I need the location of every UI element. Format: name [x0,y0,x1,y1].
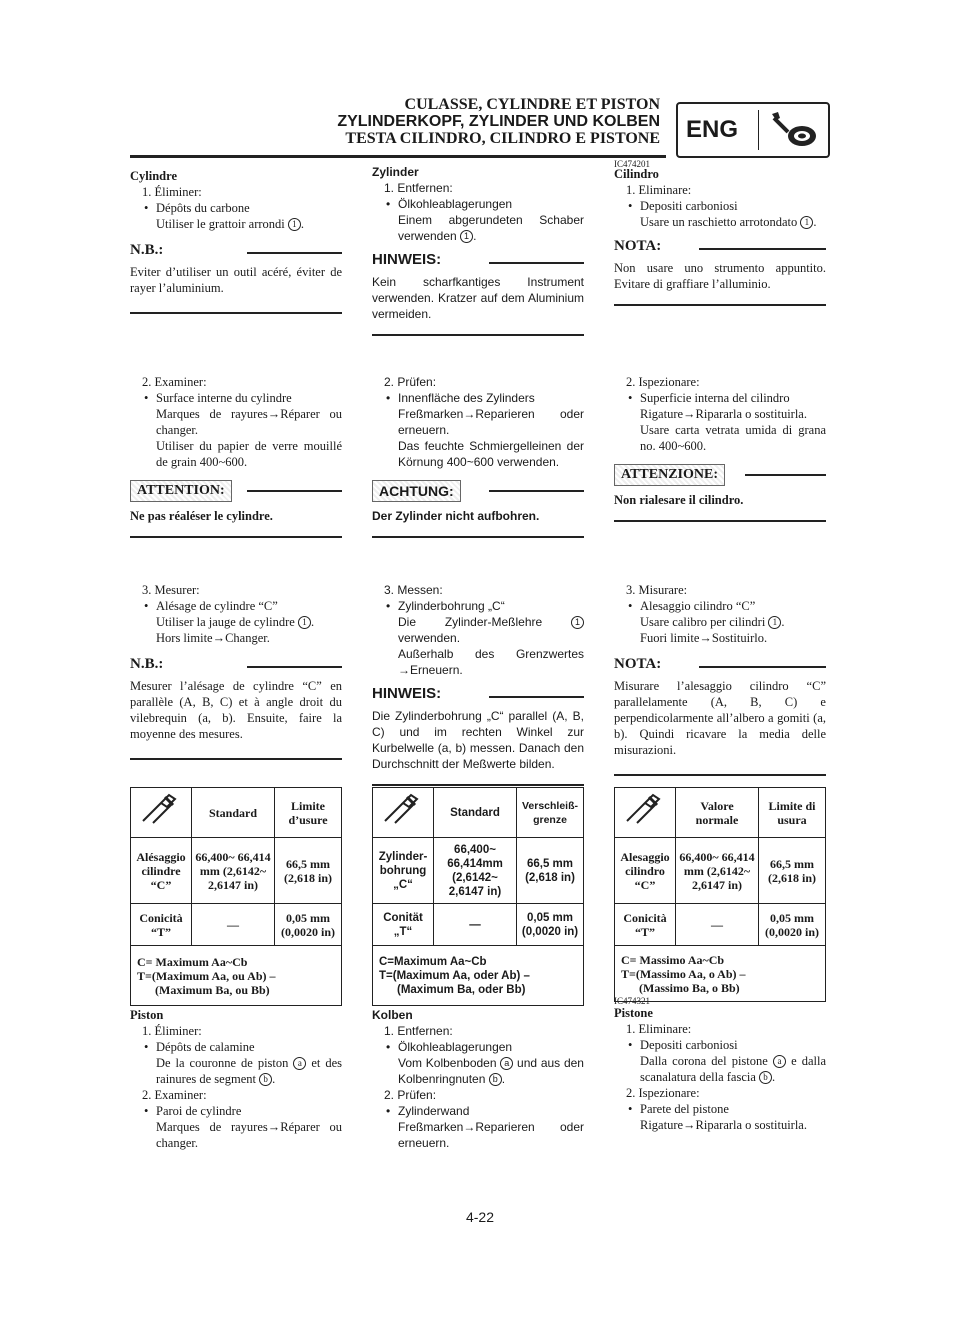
de-p2-bullet: • Zylinderwand [372,1103,584,1119]
wrench-spec-icon [381,791,425,831]
marker-1: 1 [298,616,311,629]
fr-cylinder-section: Cylindre 1. Éliminer: • Dépôts du carbone Utiliser le grattoir arrondi 1 . N.B.: Eviter d’utiliser un outil acéré, éviter de rayer l’aluminium. [130,168,342,314]
it-row1-std: 66,400~ 66,414 mm (2,6142~ 2,6147 in) [676,838,759,904]
marker-1: 1 [288,218,301,231]
fr-note1-label: N.B.: [130,242,171,258]
de-step1-text: Einem abgerundeten Schaber verwenden [398,213,584,243]
it-step3-bullet: • Alesaggio cilindro “C” [614,598,826,614]
marker-b: b [259,1073,272,1086]
it-step1-bullet: • Depositi carboniosi [614,198,826,214]
de-note2-label: HINWEIS: [372,685,449,702]
spec-icon-cell [615,788,676,838]
de-examine-section [372,374,584,538]
fr-step1: 1. Éliminer: [142,185,202,199]
it-p2: 2. Ispezionare: [626,1086,700,1100]
header-rule [130,155,666,158]
de-step1-bullet: • Ölkohleablagerungen [372,196,584,212]
it-p1-bullet: • Depositi carboniosi [614,1037,826,1053]
de-row2-std: — [434,904,517,946]
de-note2: Die Zylinderbohrung „C“ parallel (A, B, C) und im rechten Winkel zur Kurbelwelle (a, b) messen. Danach den Durchschnitt der Meßwerte bilden. [372,709,584,771]
code-cylinder-it: IC474201 [614,159,650,169]
it-row1-label: Alesaggio cilindro “C” [615,838,676,904]
fr-step1-text: Utiliser le grattoir arrondi [156,217,285,231]
de-p2: 2. Prüfen: [384,1088,437,1102]
fr-p2-text: Marques de rayures→Réparer ou changer. [156,1120,342,1150]
fr-note1: Eviter d’utiliser un outil acéré, éviter de rayer l’aluminium. [130,265,342,295]
it-step3-text2: Fuori limite→Sostituirlo. [640,631,768,645]
it-step3-text1: Usare calibro per cilindri [640,615,766,629]
page-number: 4-22 [465,1209,495,1225]
fr-step2-text1: Marques de rayures→Réparer ou changer. [156,407,342,437]
fr-step3-bullet: • Alésage de cylindre “C” [130,598,342,614]
de-p1-text2: und aus den Kolbenringnuten [398,1056,584,1086]
de-note1: Kein scharfkantiges Instrument verwenden. Kratzer auf dem Aluminium vermeiden. [372,275,584,321]
fr-step3-text2: Hors limite→Changer. [156,631,270,645]
fr-note2: Mesurer l’alésage de cylindre “C” en parallèle (A, B, C) et à angle droit du vilebrequin (a, b). Ensuite, faire la moyenne des mesures. [130,679,342,741]
de-row1-lim: 66,5 mm (2,618 in) [517,838,584,904]
de-warn-text: Der Zylinder nicht aufbohren. [372,509,540,523]
de-step3-text1: Die Zylinder-Meßlehre [398,615,543,629]
code-piston-it: IC474321 [614,996,650,1006]
de-note1-label: HINWEIS: [372,251,449,268]
de-step3-text1b: verwenden. [398,631,461,645]
fr-piston-section: Piston 1. Éliminer: • Dépôts de calamine De la couronne de piston a et des rainures de segment b . 2. Examiner: • Paroi de cylindre Marques de rayures→Réparer ou changer. [130,1007,342,1151]
marker-1: 1 [460,230,473,243]
it-row2-lim: 0,05 mm (0,0020 in) [759,904,826,946]
de-warn-label: ACHTUNG: [372,480,461,502]
it-p1: 1. Eliminare: [626,1022,692,1036]
fr-row2-lim: 0,05 mm (0,0020 in) [275,904,342,946]
it-row1-lim: 66,5 mm (2,618 in) [759,838,826,904]
de-col-standard: Standard [434,788,517,838]
fr-p1: 1. Éliminer: [142,1024,202,1038]
eng-label: ENG [686,116,739,143]
fr-warn-text: Ne pas réaléser le cylindre. [130,509,273,523]
fr-step2-text2: Utiliser du papier de verre mouillé de grain 400~600. [156,439,342,469]
it-step2: 2. Ispezionare: [626,375,700,389]
marker-1: 1 [571,616,584,629]
fr-row2-label: Conicità “T” [131,904,192,946]
de-p1-text1: Vom Kolbenboden [398,1056,497,1070]
de-step2: 2. Prüfen: [384,375,437,389]
it-p1-text2: e dalla scanalatura della fascia [640,1054,827,1084]
fr-step3: 3. Mesurer: [142,583,200,597]
de-col-limit: Verschleiß-grenze [517,788,584,838]
de-piston-section: Kolben 1. Entfernen: • Ölkohleablagerungen Vom Kolbenboden a und aus den Kolbenringnuten b . 2. Prüfen: • Zylinderwand Freßmarken→Reparieren oder erneuern. [372,1007,584,1151]
de-cylinder-section: Zylinder 1. Entfernen: • Ölkohleablagerungen Einem abgerundeten Schaber verwenden 1 . HINWEIS: Kein scharfkantiges Instrument verwenden. Kratzer auf dem Aluminium vermeiden. [372,164,584,336]
it-examine-section [614,374,826,522]
de-formula-2: T=(Maximum Aa, oder Ab) – [379,969,530,982]
fr-cyl-title: Cylindre [130,169,177,183]
it-measure-section: 3. Misurare: • Alesaggio cilindro “C” Usare calibro per cilindri 1 . Fuori limite→Sostituirlo. NOTA: Misurare l’alesaggio cilindro “C” parallelamente (A, B, C) e perpendicolarmente all’albero a gomiti (a, b). Quindi ricavare la media delle misurazioni. [614,582,826,776]
it-formula [615,946,826,1002]
marker-b: b [489,1073,502,1086]
header-title-it: TESTA CILINDRO, CILINDRO E PISTONE [345,130,660,147]
fr-p2-bullet: • Paroi de cylindre [130,1103,342,1119]
it-pis-title: Pistone [614,1006,653,1020]
header-title-de: ZYLINDERKOPF, ZYLINDER UND KOLBEN [337,113,660,130]
fr-col-limit: Limite d’usure [275,788,342,838]
de-row1-std: 66,400~ 66,414mm (2,6142~ 2,6147 in) [434,838,517,904]
marker-b: b [759,1071,772,1084]
wrench-spec-icon [139,791,183,831]
fr-step2: 2. Examiner: [142,375,207,389]
fr-p1-text2: et des rainures de segment [156,1056,343,1086]
it-formula-1: C= Massimo Aa~Cb [621,952,725,967]
de-cyl-title: Zylinder [372,165,419,179]
de-step2-text1: Freßmarken→Reparieren oder erneuern. [398,407,584,437]
fr-spec-table [130,787,342,1006]
fr-row1-lim: 66,5 mm (2,618 in) [275,838,342,904]
fr-p2: 2. Examiner: [142,1088,207,1102]
fr-row2-std: — [192,904,275,946]
it-piston-section: Pistone 1. Eliminare: • Depositi carboniosi Dalla corona del pistone a e dalla scanalatura della fascia b . 2. Ispezionare: • Parete del pistone Rigature→Ripararla o sostituirla. [614,1005,826,1133]
de-spec-table [372,787,584,1006]
fr-warn-label: ATTENTION: [130,480,232,502]
it-step2-text1: Rigature→Ripararla o sostituirla. [640,407,807,421]
it-step1-text: Usare un raschietto arrotondato [640,215,798,229]
de-step3: 3. Messen: [384,583,443,597]
wrench-spec-icon [623,791,667,831]
marker-1: 1 [800,216,813,229]
it-row2-label: Conicità “T” [615,904,676,946]
de-formula-1: C=Maximum Aa~Cb [379,955,487,968]
de-p1-bullet: • Ölkohleablagerungen [372,1039,584,1055]
it-cyl-title: Cilindro [614,167,659,181]
de-measure-section [372,582,584,786]
it-warn-label: ATTENZIONE: [614,464,725,486]
it-step3: 3. Misurare: [626,583,688,597]
de-step3-text2: Außerhalb des Grenzwertes →Erneuern. [398,647,584,677]
marker-a: a [773,1055,786,1068]
fr-pis-title: Piston [130,1008,164,1022]
it-note1-label: NOTA: [614,238,669,254]
de-row1-label: Zylinder-bohrung „C“ [373,838,434,904]
fr-row1-std: 66,400~ 66,414 mm (2,6142~ 2,6147 in) [192,838,275,904]
de-step1: 1. Entfernen: [384,181,453,195]
it-p2-text: Rigature→Ripararla o sostituirla. [640,1118,807,1132]
fr-examine-section [130,374,342,538]
it-col-standard: Valore normale [676,788,759,838]
de-row2-lim: 0,05 mm (0,0020 in) [517,904,584,946]
it-step2-bullet: • Superficie interna del cilindro [614,390,826,406]
de-p2-text: Freßmarken→Reparieren oder erneuern. [398,1120,584,1150]
spec-icon-cell [373,788,434,838]
de-row2-label: Conität „T“ [373,904,434,946]
de-step2-bullet: • Innenfläche des Zylinders [372,390,584,406]
fr-formula-2: T=(Maximum Aa, ou Ab) – [137,968,276,983]
de-formula-3: (Maximum Ba, oder Bb) [397,983,526,996]
fr-step2-bullet: • Surface interne du cylindre [130,390,342,406]
fr-step3-text1: Utiliser la jauge de cylindre [156,615,295,629]
spec-icon-cell [131,788,192,838]
fr-formula-1: C= Maximum Aa~Cb [137,954,248,969]
fr-formula [131,946,342,1006]
marker-1: 1 [768,616,781,629]
it-formula-3: (Massimo Ba, o Bb) [639,980,740,995]
it-p2-bullet: • Parete del pistone [614,1101,826,1117]
it-spec-table [614,787,826,1002]
de-step3-bullet: • Zylinderbohrung „C“ [372,598,584,614]
fr-formula-3: (Maximum Ba, ou Bb) [155,982,270,997]
section-badge [676,102,830,158]
it-step1: 1. Eliminare: [626,183,692,197]
it-col-limit: Limite di usura [759,788,826,838]
de-formula [373,946,584,1006]
it-note2-label: NOTA: [614,656,669,672]
it-step2-text2: Usare carta vetrata umida di grana no. 400~600. [640,423,826,453]
fr-p1-bullet: • Dépôts de calamine [130,1039,342,1055]
marker-a: a [293,1057,306,1070]
de-pis-title: Kolben [372,1008,413,1022]
de-p1: 1. Entfernen: [384,1024,453,1038]
it-p1-text1: Dalla corona del pistone [640,1054,768,1068]
marker-a: a [500,1057,513,1070]
fr-measure-section: 3. Mesurer: • Alésage de cylindre “C” Utiliser la jauge de cylindre 1 . Hors limite→Changer. N.B.: Mesurer l’alésage de cylindre “C” en parallèle (A, B, C) et à angle droit du vilebrequin (a, b). Ensuite, faire la moyenne des mesures. [130,582,342,760]
it-note2: Misurare l’alesaggio cilindro “C” parallelamente (A, B, C) e perpendicolarmente all’albero a gomiti (a, b). Quindi ricavare la media delle misurazioni. [614,679,826,757]
engine-wrench-icon [770,110,820,150]
fr-p1-text1: De la couronne de piston [156,1056,289,1070]
it-warn-text: Non rialesare il cilindro. [614,493,744,507]
fr-step1-bullet: • Dépôts du carbone [130,200,342,216]
it-formula-2: T=(Massimo Aa, o Ab) – [621,966,746,981]
fr-col-standard: Standard [192,788,275,838]
it-row2-std: — [676,904,759,946]
it-cylinder-section: Cilindro 1. Eliminare: • Depositi carboniosi Usare un raschietto arrotondato 1 . NOTA: Non usare uno strumento appuntito. Evitare di graffiare l’alluminio. [614,166,826,306]
it-note1: Non usare uno strumento appuntito. Evitare di graffiare l’alluminio. [614,261,826,291]
fr-row1-label: Alésaggio cilindre “C” [131,838,192,904]
de-step2-text2: Das feuchte Schmiergelleinen der Körnung 400~600 verwenden. [398,439,584,469]
header-title-fr: CULASSE, CYLINDRE ET PISTON [404,96,660,113]
badge-divider [758,110,759,150]
fr-note2-label: N.B.: [130,656,171,672]
